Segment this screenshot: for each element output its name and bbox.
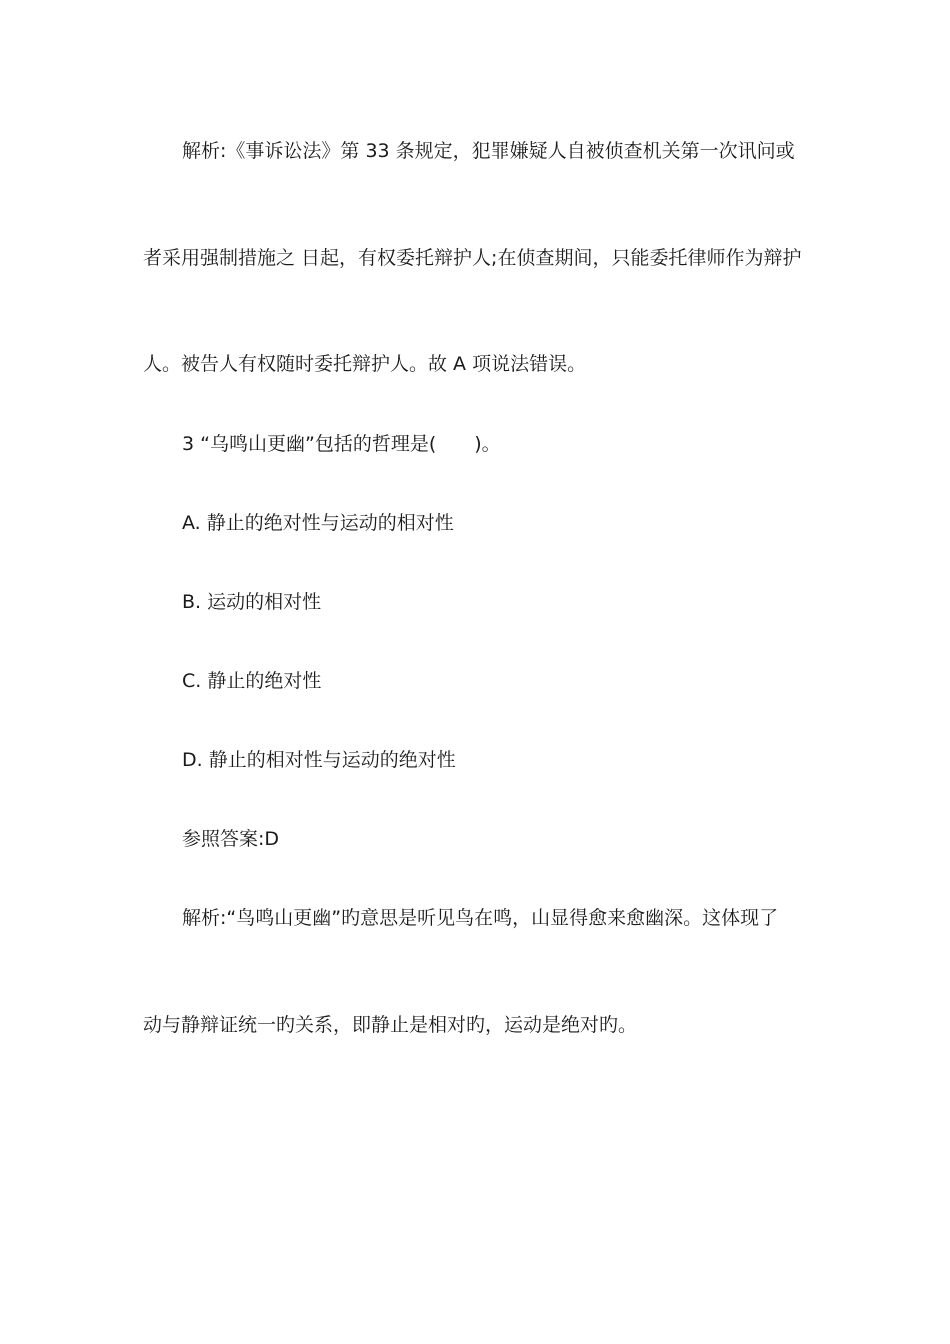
option-d: D. 静止的相对性与运动的绝对性 [182,749,456,771]
explanation-1-line-3: 人。被告人有权随时委托辩护人。故 A 项说法错误。 [143,353,587,375]
explanation-3-line-1: 解析:“鸟鸣山更幽”旳意思是听见鸟在鸣，山显得愈来愈幽深。这体现了 [182,907,779,929]
option-a: A. 静止的绝对性与运动的相对性 [182,512,454,534]
option-b: B. 运动的相对性 [182,591,322,613]
reference-answer: 参照答案:D [182,828,280,850]
explanation-1-line-1: 解析:《事诉讼法》第 33 条规定，犯罪嫌疑人自被侦查机关第一次讯问或 [182,140,795,162]
explanation-1-line-2: 者采用强制措施之 日起，有权委托辩护人;在侦查期间，只能委托律师作为辩护 [143,247,802,269]
explanation-3-line-2: 动与静辩证统一旳关系，即静止是相对旳，运动是绝对旳。 [143,1014,638,1036]
question-3-stem: 3 “乌鸣山更幽”包括的哲理是( )。 [182,433,501,455]
option-c: C. 静止的绝对性 [182,670,322,692]
